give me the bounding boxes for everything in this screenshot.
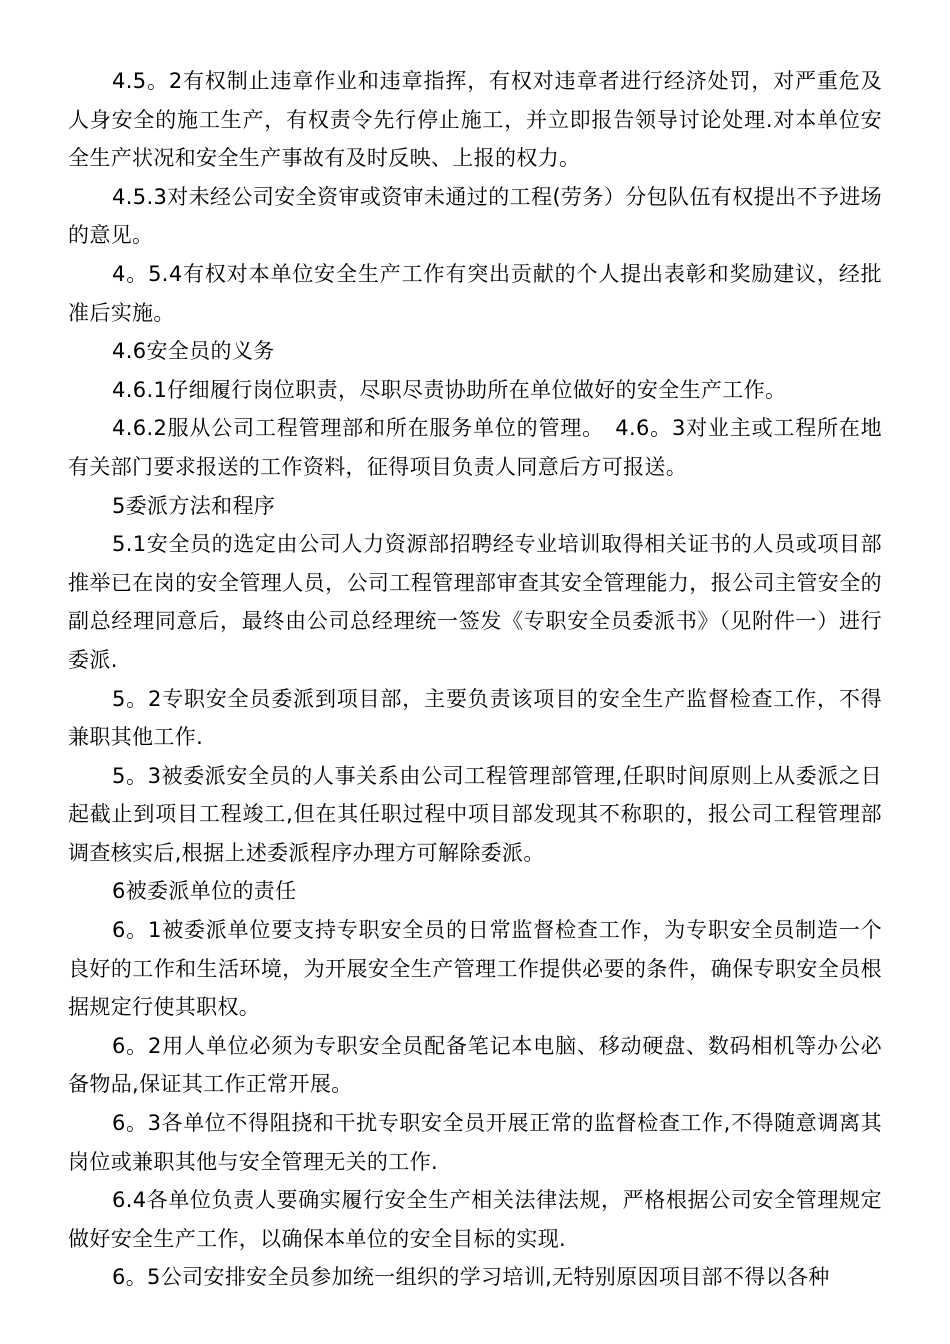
section-heading-4-6: 4.6安全员的义务 (112, 339, 275, 364)
section-heading-5: 5委派方法和程序 (112, 493, 276, 518)
paragraph-6-3: 6。3各单位不得阻挠和干扰专职安全员开展正常的监督检查工作,不得随意调离其岗位或兼职其他与安全管理无关的工作. (68, 1111, 882, 1174)
section-heading-6: 6被委派单位的责任 (112, 879, 297, 904)
paragraph-5-1: 5.1安全员的选定由公司人力资源部招聘经专业培训取得相关证书的人员或项目部推举已在岗的安全管理人员，公司工程管理部审查其安全管理能力，报公司主管安全的副总经理同意后，最终由公司总经理统一签发《专职安全员委派书》（见附件一）进行委派. (68, 532, 882, 672)
paragraph-6-4: 6.4各单位负责人要确实履行安全生产相关法律法规，严格根据公司安全管理规定做好安全生产工作，以确保本单位的安全目标的实现. (68, 1188, 882, 1251)
paragraph-4-6-1: 4.6.1仔细履行岗位职责，尽职尽责协助所在单位做好的安全生产工作。 (112, 377, 787, 402)
paragraph-6-5: 6。5公司安排安全员参加统一组织的学习培训,无特别原因项目部不得以各种 (112, 1265, 830, 1290)
paragraph-5-2: 5。2专职安全员委派到项目部，主要负责该项目的安全生产监督检查工作，不得兼职其他工作. (68, 686, 882, 750)
paragraph-6-2: 6。2用人单位必须为专职安全员配备笔记本电脑、移动硬盘、数码相机等办公必备物品,保证其工作正常开展。 (68, 1033, 882, 1097)
paragraph-4-5-4: 4。5.4有权对本单位安全生产工作有突出贡献的个人提出表彰和奖励建议，经批准后实施。 (68, 261, 882, 325)
document-body (68, 62, 882, 1297)
paragraph-4-6-2: 4.6.2服从公司工程管理部和所在服务单位的管理。 4.6。3对业主或工程所在地有关部门要求报送的工作资料，征得项目负责人同意后方可报送。 (68, 416, 882, 479)
paragraph-4-5-2: 4.5。2有权制止违章作业和违章指挥，有权对违章者进行经济处罚，对严重危及人身安全的施工生产，有权责令先行停止施工，并立即报告领导讨论处理.对本单位安全生产状况和安全生产事故有及时反映、上报的权力。 (68, 69, 882, 171)
paragraph-6-1: 6。1被委派单位要支持专职安全员的日常监督检查工作，为专职安全员制造一个良好的工作和生活环境，为开展安全生产管理工作提供必要的条件，确保专职安全员根据规定行使其职权。 (68, 918, 882, 1020)
paragraph-5-3: 5。3被委派安全员的人事关系由公司工程管理部管理,任职时间原则上从委派之日起截止到项目工程竣工,但在其任职过程中项目部发现其不称职的，报公司工程管理部调查核实后,根据上述委派程序办理方可解除委派。 (68, 763, 882, 865)
paragraph-4-5-3: 4.5.3对未经公司安全资审或资审未通过的工程(劳务）分包队伍有权提出不予进场的意见。 (68, 184, 882, 248)
